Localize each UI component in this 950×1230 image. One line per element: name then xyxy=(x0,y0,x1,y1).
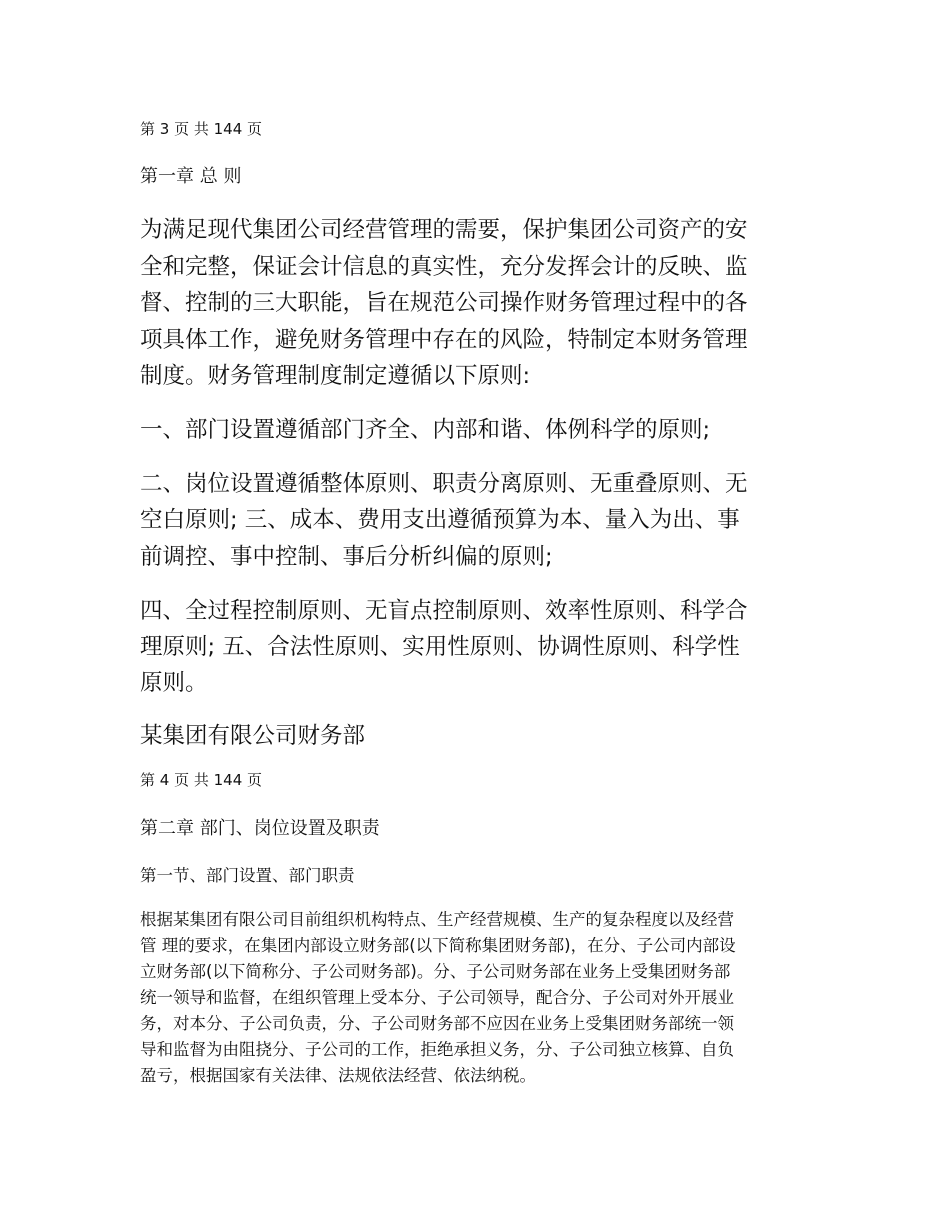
page-number: 第 4 页 共 144 页 xyxy=(140,771,263,789)
section-title: 第一节、部门设置、部门职责 xyxy=(140,866,355,885)
body-line: 导和监督为由阻挠分、子公司的工作，拒绝承担义务，分、子公司独立核算、自负 xyxy=(140,1040,734,1059)
principle-line: 四、全过程控制原则、无盲点控制原则、效率性原则、科学合 xyxy=(140,598,748,624)
chapter-title: 第二章 部门、岗位设置及职责 xyxy=(140,818,380,839)
body-line: 管 理的要求，在集团内部设立财务部(以下简称集团财务部)，在分、子公司内部设 xyxy=(140,936,736,955)
body-line: 盈亏，根据国家有关法律、法规依法经营、依法纳税。 xyxy=(140,1066,536,1085)
body-line: 根据某集团有限公司目前组织机构特点、生产经营规模、生产的复杂程度以及经营 xyxy=(140,910,734,929)
chapter-title: 第一章 总 则 xyxy=(140,166,242,187)
intro-line: 全和完整，保证会计信息的真实性，充分发挥会计的反映、监 xyxy=(140,254,748,280)
principle-line: 空白原则; 三、成本、费用支出遵循预算为本、量入为出、事 xyxy=(140,507,740,533)
principle-line: 理原则; 五、合法性原则、实用性原则、协调性原则、科学性 xyxy=(140,634,740,660)
body-line: 统一领导和监督，在组织管理上受本分、子公司领导，配合分、子公司对外开展业 xyxy=(140,988,734,1007)
department-name: 某集团有限公司财务部 xyxy=(140,723,366,749)
intro-line: 制度。财务管理制度制定遵循以下原则: xyxy=(140,363,531,389)
page-number: 第 3 页 共 144 页 xyxy=(140,120,263,138)
intro-line: 项具体工作，避免财务管理中存在的风险，特制定本财务管理 xyxy=(140,327,748,353)
intro-line: 督、控制的三大职能，旨在规范公司操作财务管理过程中的各 xyxy=(140,290,748,316)
principle-paragraph: 一、部门设置遵循部门齐全、内部和谐、体例科学的原则; xyxy=(140,417,711,443)
principle-line: 前调控、事中控制、事后分析纠偏的原则; xyxy=(140,544,553,570)
body-line: 立财务部(以下简称分、子公司财务部)。分、子公司财务部在业务上受集团财务部 xyxy=(140,962,731,981)
principle-line: 二、岗位设置遵循整体原则、职责分离原则、无重叠原则、无 xyxy=(140,471,748,497)
body-line: 务，对本分、子公司负责，分、子公司财务部不应因在业务上受集团财务部统一领 xyxy=(140,1014,734,1033)
principle-line: 原则。 xyxy=(140,670,208,696)
intro-line: 为满足现代集团公司经营管理的需要，保护集团公司资产的安 xyxy=(140,217,748,243)
